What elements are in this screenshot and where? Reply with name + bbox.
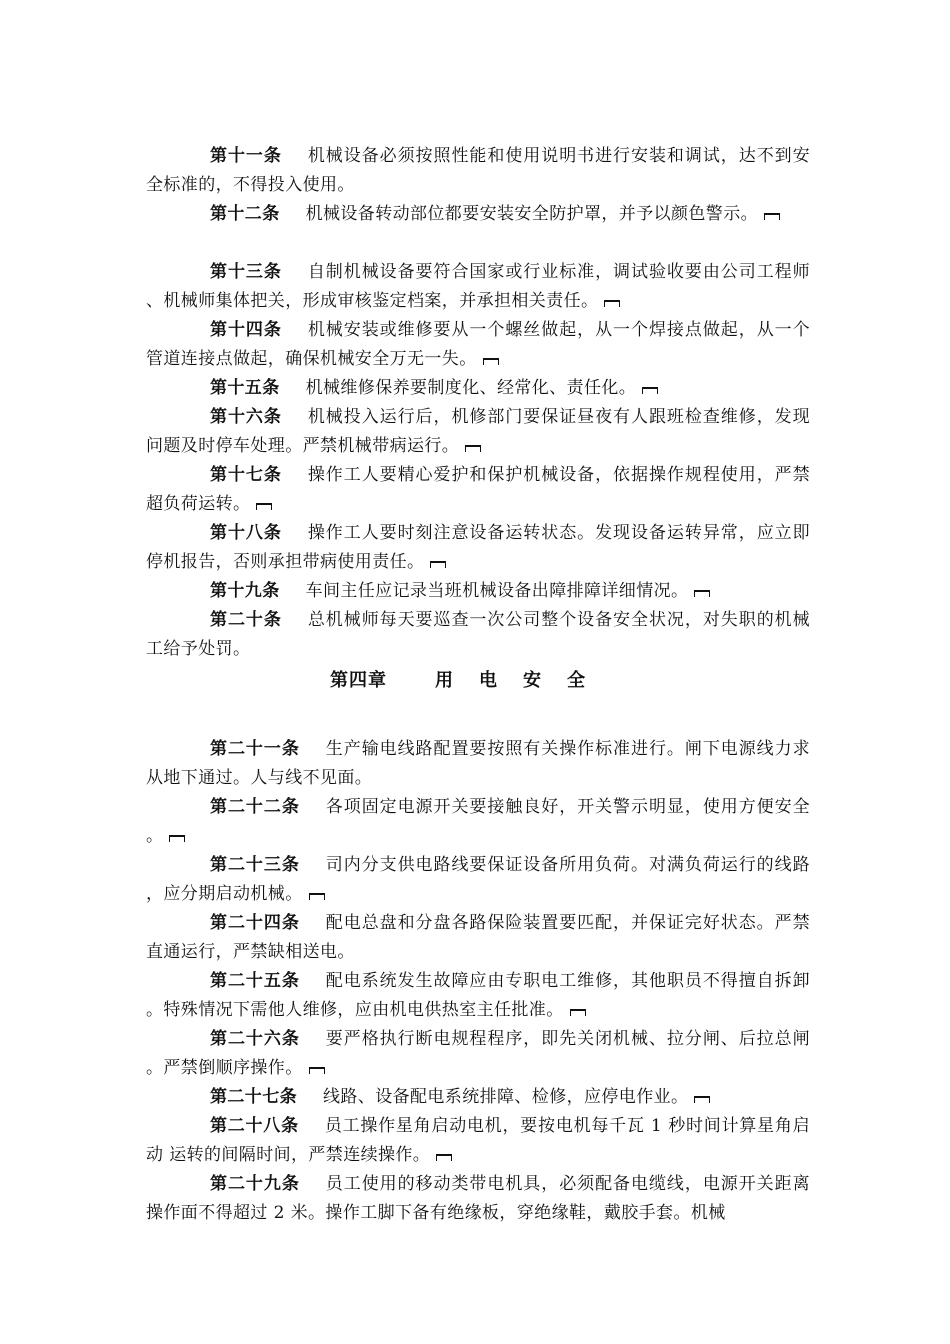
article-label: 第十五条 [210, 378, 280, 398]
article-label: 第十七条 [210, 465, 282, 485]
article-28 [146, 1112, 810, 1170]
article-label: 第二十二条 [210, 797, 300, 817]
article-label: 第十六条 [210, 407, 282, 427]
article-label: 第二十三条 [210, 855, 300, 875]
article-12 [146, 200, 810, 229]
article-text: 机械安装或维修要从一个螺丝做起，从一个焊接点做起，从一个 管道连接点做起，确保机械安全万无一失。 [146, 320, 810, 369]
article-label: 第十二条 [210, 204, 280, 224]
paragraph-mark-icon [465, 445, 481, 453]
article-text: 配电系统发生故障应由专职电工维修，其他职员不得擅自拆卸 。特殊情况下需他人维修，应由机电供热室主任批准。 [146, 971, 810, 1020]
paragraph-mark-icon [436, 1154, 452, 1162]
article-text: 要严格执行断电规程程序，即先关闭机械、拉分闸、后拉总闸 。严禁倒顺序操作。 [146, 1029, 810, 1078]
article-20 [146, 606, 810, 664]
article-text: 生产输电线路配置要按照有关操作标准进行。闸下电源线力求 从地下通过。人与线不见面。 [146, 739, 810, 788]
article-22 [146, 793, 810, 851]
article-13 [146, 258, 810, 316]
article-23 [146, 851, 810, 909]
article-26 [146, 1025, 810, 1083]
paragraph-mark-icon [694, 590, 710, 598]
article-label: 第二十六条 [210, 1029, 300, 1049]
article-label: 第二十八条 [210, 1116, 299, 1136]
paragraph-mark-icon [309, 1067, 325, 1075]
paragraph-mark-icon [570, 1009, 586, 1017]
article-label: 第二十五条 [210, 971, 300, 991]
paragraph-mark-icon [694, 1096, 710, 1104]
article-text: 线路、设备配电系统排障、检修，应停电作业。 [323, 1087, 689, 1107]
paragraph-mark-icon [764, 213, 780, 221]
article-21 [146, 735, 810, 793]
article-11 [146, 142, 810, 200]
article-text: 员工操作星角启动电机，要按电机每千瓦 1 秒时间计算星角启动 运转的间隔时间，严禁连续操作。 [146, 1116, 810, 1165]
article-text: 机械设备必须按照性能和使用说明书进行安装和调试，达不到安全标准的，不得投入使用。 [146, 146, 810, 195]
article-text: 司内分支供电路线要保证设备所用负荷。对满负荷运行的线路 ，应分期启动机械。 [146, 855, 810, 904]
chapter-heading [330, 666, 611, 692]
article-text: 机械投入运行后，机修部门要保证昼夜有人跟班检查维修，发现 问题及时停车处理。严禁机械带病运行。 [146, 407, 810, 456]
article-text: 机械维修保养要制度化、经常化、责任化。 [305, 378, 637, 398]
chapter-title: 用电安全 [435, 670, 611, 691]
article-text: 总机械师每天要巡查一次公司整个设备安全状况，对失职的机械 工给予处罚。 [146, 610, 810, 659]
article-label: 第二十七条 [210, 1087, 297, 1107]
article-17 [146, 461, 810, 519]
article-18 [146, 519, 810, 577]
article-text: 员工使用的移动类带电机具，必须配备电缆线，电源开关距离 操作面不得超过 2 米。操作工脚下备有绝缘板，穿绝缘鞋，戴胶手套。机械 [146, 1174, 810, 1223]
article-25 [146, 967, 810, 1025]
article-label: 第十九条 [210, 581, 280, 601]
article-14 [146, 316, 810, 374]
paragraph-mark-icon [430, 561, 446, 569]
chapter-number: 第四章 [330, 670, 387, 691]
article-15 [146, 374, 810, 403]
article-label: 第十三条 [210, 262, 282, 282]
article-text: 自制机械设备要符合国家或行业标准，调试验收要由公司工程师 、机械师集体把关，形成审核鉴定档案，并承担相关责任。 [146, 262, 810, 311]
article-text: 机械设备转动部位都要安装安全防护罩，并予以颜色警示。 [305, 204, 759, 224]
article-label: 第二十九条 [210, 1174, 300, 1194]
paragraph-mark-icon [169, 835, 185, 843]
article-text: 各项固定电源开关要接触良好，开关警示明显，使用方便安全 。 [146, 797, 810, 846]
article-19 [146, 577, 810, 606]
paragraph-mark-icon [604, 300, 620, 308]
article-29 [146, 1170, 810, 1228]
paragraph-mark-icon [483, 358, 499, 366]
article-label: 第十八条 [210, 523, 282, 543]
paragraph-mark-icon [309, 893, 325, 901]
article-text: 操作工人要时刻注意设备运转状态。发现设备运转异常，应立即 停机报告，否则承担带病使用责任。 [146, 523, 810, 572]
article-label: 第二十一条 [210, 739, 300, 759]
article-label: 第十一条 [210, 146, 282, 166]
article-text: 操作工人要精心爱护和保护机械设备，依据操作规程使用，严禁 超负荷运转。 [146, 465, 810, 514]
article-text: 车间主任应记录当班机械设备出障排障详细情况。 [305, 581, 689, 601]
paragraph-mark-icon [642, 387, 658, 395]
article-24 [146, 909, 810, 967]
article-16 [146, 403, 810, 461]
article-text: 配电总盘和分盘各路保险装置要匹配，并保证完好状态。严禁 直通运行，严禁缺相送电。 [146, 913, 810, 962]
article-27 [146, 1083, 810, 1112]
paragraph-mark-icon [256, 503, 272, 511]
article-label: 第十四条 [210, 320, 282, 340]
article-label: 第二十四条 [210, 913, 300, 933]
article-label: 第二十条 [210, 610, 282, 630]
